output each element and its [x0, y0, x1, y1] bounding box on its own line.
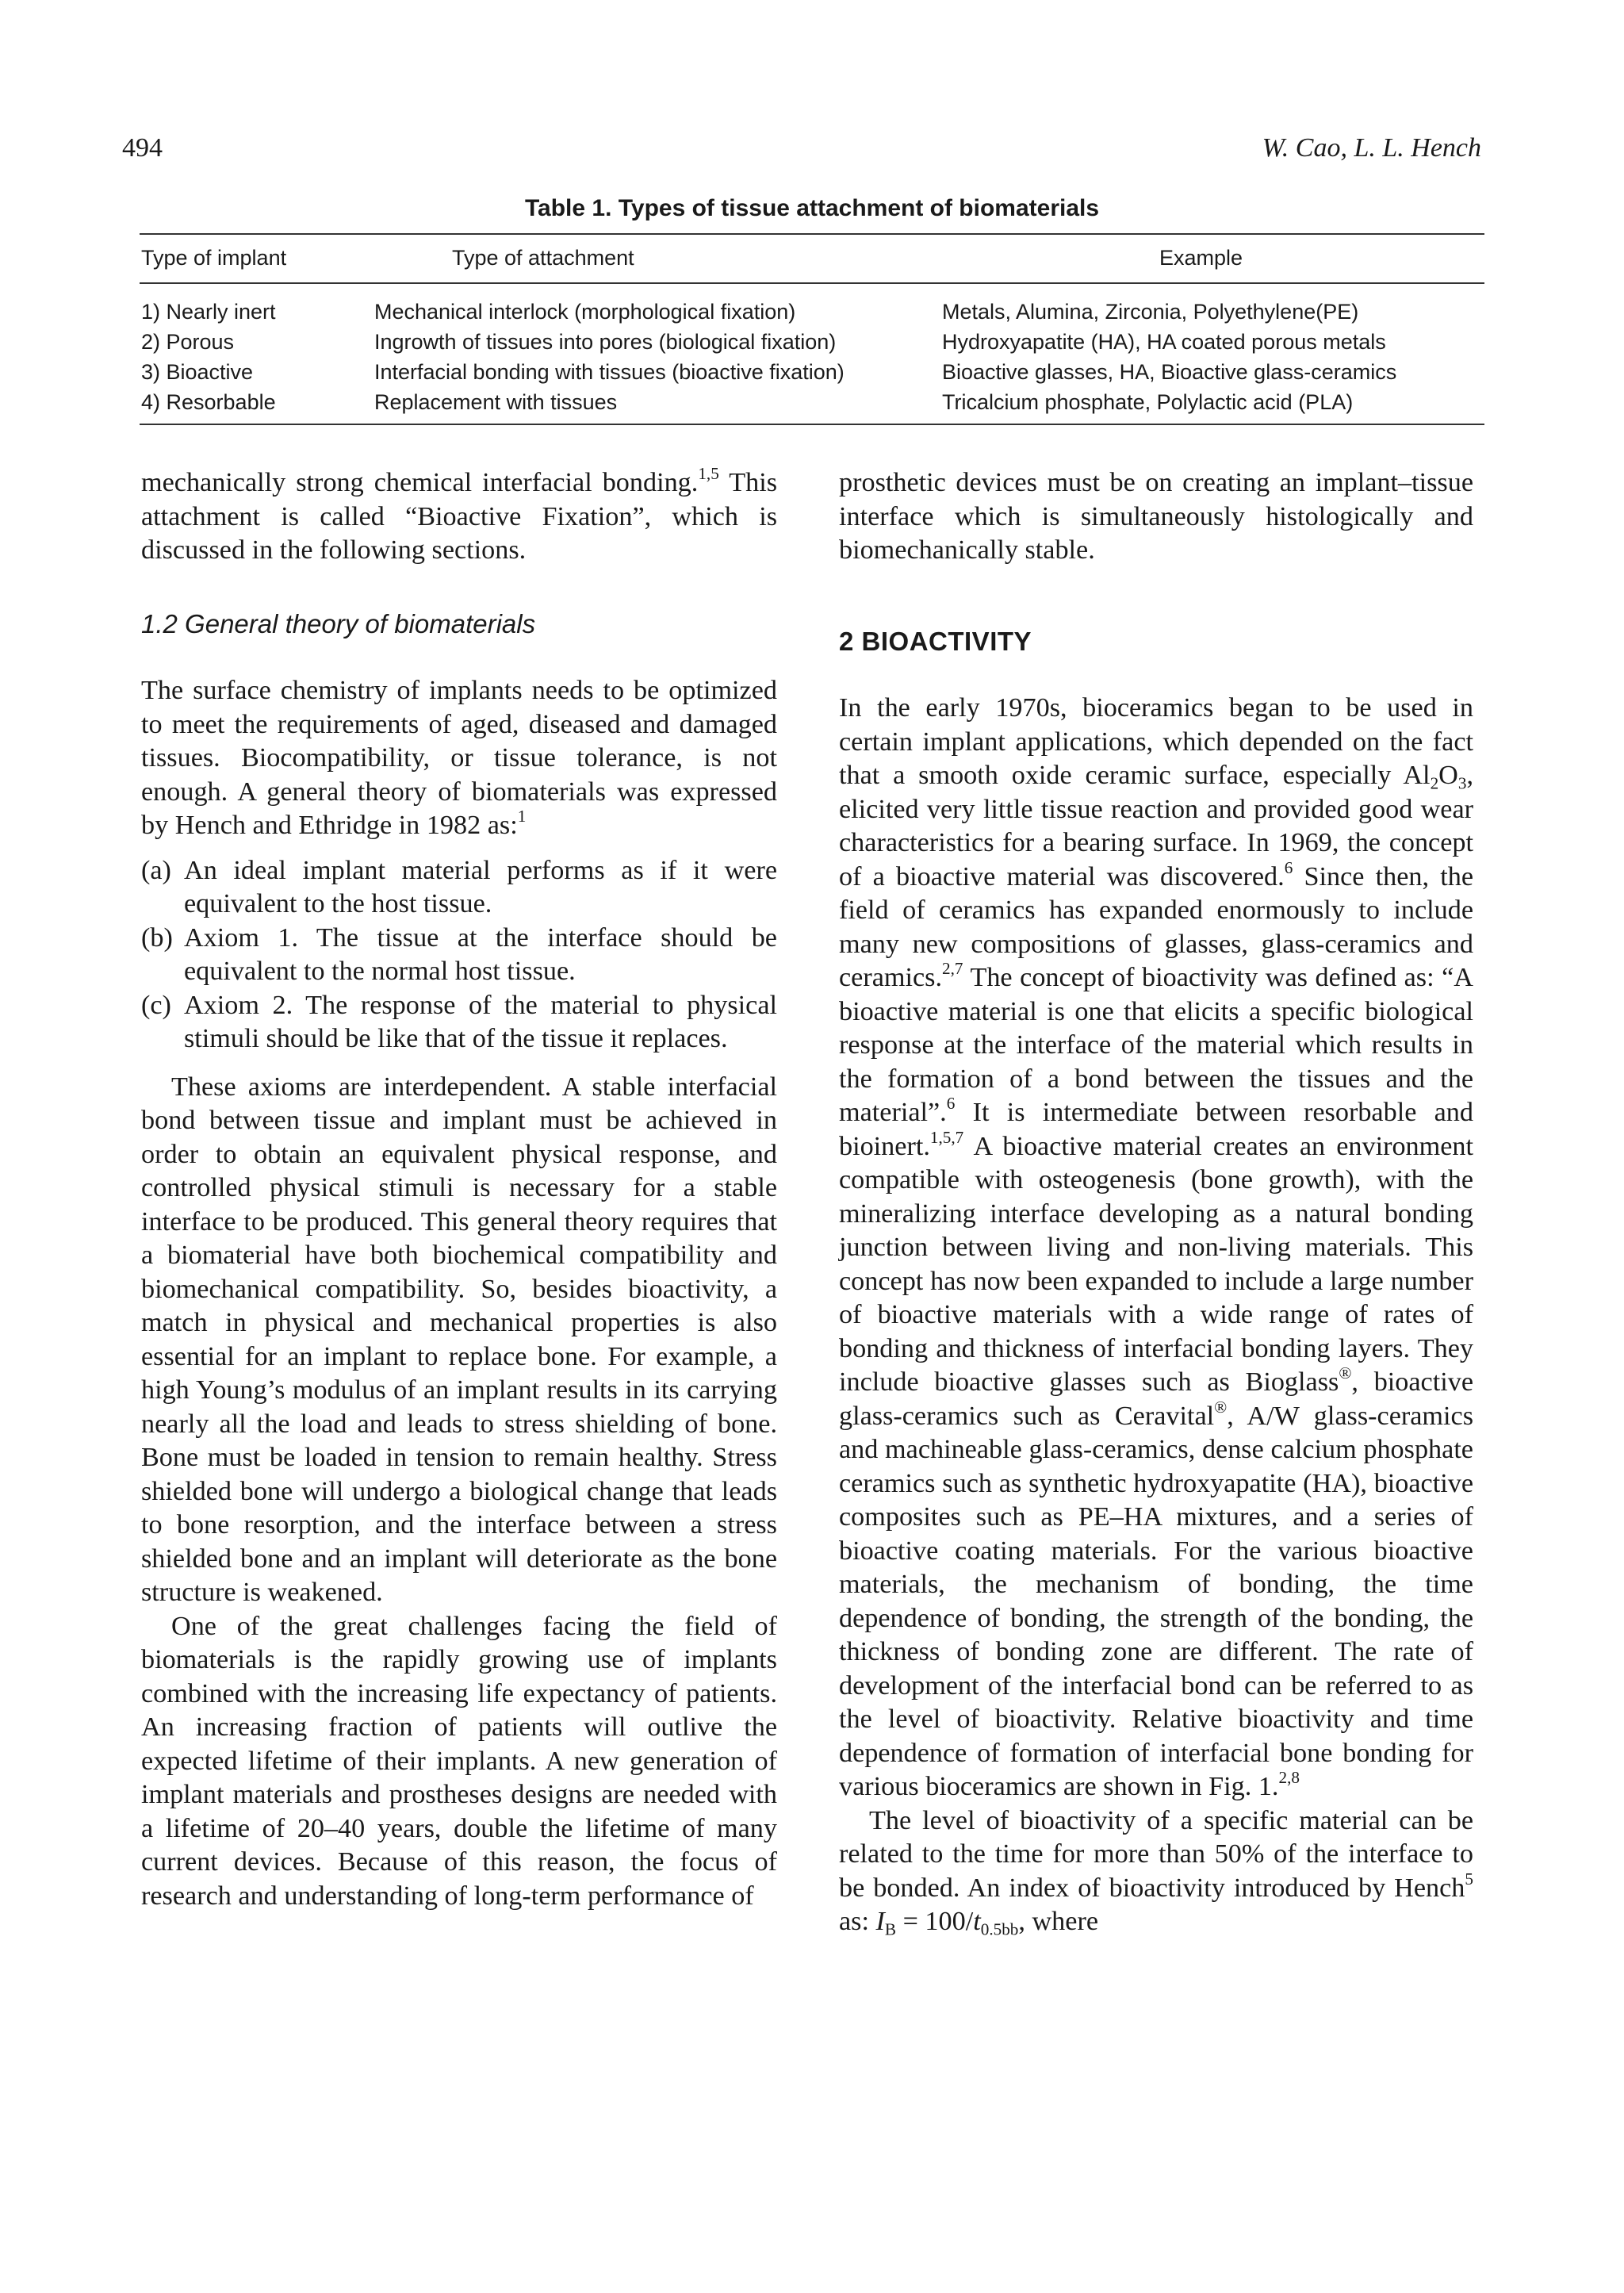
table-cell: Tricalcium phosphate, Polylactic acid (PLA) — [942, 390, 1354, 414]
table-header-example: Example — [1159, 246, 1243, 270]
list-item: (a) An ideal implant material performs as if it were equivalent to the host tissue. — [141, 855, 777, 918]
table-cell: Interfacial bonding with tissues (bioactive fixation) — [374, 360, 845, 384]
intro-paragraph: mechanically strong chemical interfacial bonding.$^{1,5}$ This attachment is called “Bioactive Fixation”, which is discussed in the following sections. — [141, 464, 777, 565]
table-cell: Hydroxyapatite (HA), HA coated porous metals — [942, 330, 1386, 354]
paragraph: The level of bioactivity of a specific material can be related to the time for more than 50% of the interface to be bonded. An index of bioactivity introduced by Hench$^5$ as: $I_B = 100/t_{0.5bb}$, where — [839, 1805, 1473, 1939]
right-column — [839, 466, 1473, 1939]
table-cell: Replacement with tissues — [374, 390, 618, 414]
table-top-rule — [140, 233, 1484, 235]
table-cell: Metals, Alumina, Zirconia, Polyethylene(PE) — [942, 300, 1359, 324]
left-column — [141, 466, 777, 1913]
list-item: (b) Axiom 1. The tissue at the interface should be equivalent to the normal host tissue. — [141, 922, 777, 986]
table-bottom-rule — [140, 424, 1484, 425]
table-cell: 3) Bioactive — [141, 360, 254, 384]
table-cell: Bioactive glasses, HA, Bioactive glass-ceramics — [942, 360, 1397, 384]
paragraph: The surface chemistry of implants needs to be optimized to meet the requirements of aged, diseased and damaged tissues. Biocompatibility, or tissue tolerance, is not enough. A general theory of biomaterials was expressed by Hench and Ethridge in 1982 as:$^1$ — [141, 676, 777, 840]
table-cell: 1) Nearly inert — [141, 300, 276, 324]
table-header-rule — [140, 282, 1484, 284]
paragraph: One of the great challenges facing the field of biomaterials is the rapidly growing use of implants combined with the increasing life expectancy of patients. An increasing fraction of patients will outlive the expected lifetime of their implants. A new generation of implant materials and prostheses designs are needed with a lifetime of 20–40 years, double the lifetime of many current devices. Because of this reason, the focus of research and understanding of long-term performance of — [141, 1611, 777, 1911]
table-header-type-of-implant: Type of implant — [141, 246, 287, 270]
table-label: Table 1. — [524, 195, 612, 221]
section-heading-1-2: 1.2 General theory of biomaterials — [141, 608, 536, 638]
running-header-authors: W. Cao, L. L. Hench — [1262, 133, 1481, 163]
intro-paragraph: prosthetic devices must be on creating an implant–tissue interface which is simultaneously histologically and biomechanically stable. — [839, 468, 1473, 565]
axiom-list — [141, 854, 777, 1056]
table-cell: 4) Resorbable — [141, 390, 276, 414]
table-title: Types of tissue attachment of biomaterials — [618, 195, 1100, 221]
section-heading-2: 2 BIOACTIVITY — [839, 626, 1032, 656]
page-number: 494 — [122, 133, 163, 163]
table-cell: Mechanical interlock (morphological fixation) — [374, 300, 796, 324]
list-item: (c) Axiom 2. The response of the material to physical stimuli should be like that of the tissue it replaces. — [141, 990, 777, 1053]
table-caption — [0, 195, 1624, 222]
paragraph: These axioms are interdependent. A stable interfacial bond between tissue and implant must be achieved in order to obtain an equivalent physical response, and controlled physical stimuli is necessary for a stable interface to be produced. This general theory requires that a biomaterial have both biochemical compatibility and biomechanical compatibility. So, besides bioactivity, a match in physical and mechanical properties is also essential for an implant to replace bone. For example, a high Young’s modulus of an implant results in its carrying nearly all the load and leads to stress shielding of bone. Bone must be loaded in tension to remain healthy. Stress shielded bone will undergo a biological change that leads to bone resorption, and the interface between a stress shielded bone and an implant will deteriorate as the bone structure is weakened. — [141, 1072, 777, 1607]
table-cell: Ingrowth of tissues into pores (biological fixation) — [374, 330, 837, 354]
table-cell: 2) Porous — [141, 330, 235, 354]
paragraph: In the early 1970s, bioceramics began to be used in certain implant applications, which depended on the fact that a smooth oxide ceramic surface, especially $Al_2O_3$, elicited very little tissue reaction and provided good wear characteristics for a bearing surface. In 1969, the concept of a bioactive material was discovered.$^6$ Since then, the field of ceramics has expanded enormously to include many new compositions of glasses, glass-ceramics and ceramics.$^{2,7}$ The concept of bioactivity was defined as: “A bioactive material is one that elicits a specific biological response at the interface of the material which results in the formation of a bond between the tissues and the material”.$^6$ It is intermediate between resorbable and bioinert.$^{1,5,7}$ A bioactive material creates an environment compatible with osteogenesis (bone growth), with the mineralizing interface developing as a natural bonding junction between living and non-living materials. This concept has now been expanded to include a large number of bioactive materials with a wide range of rates of bonding and thickness of interfacial bonding layers. They include bioactive glasses such as Bioglass®, bioactive glass-ceramics such as Ceravital®, A/W glass-ceramics and machineable glass-ceramics, dense calcium phosphate ceramics such as synthetic hydroxyapatite (HA), bioactive composites such as PE–HA mixtures, and a series of bioactive coating materials. For the various bioactive materials, the mechanism of bonding, the time dependence of bonding, the strength of the bonding, the thickness of bonding zone are different. The rate of development of the interfacial bond can be referred to as the level of bioactivity. Relative bioactivity and time dependence of formation of interfacial bone bonding for various bioceramics are shown in Fig. 1.$^{2,8}$ — [839, 693, 1474, 1801]
table-header-type-of-attachment: Type of attachment — [452, 246, 634, 270]
